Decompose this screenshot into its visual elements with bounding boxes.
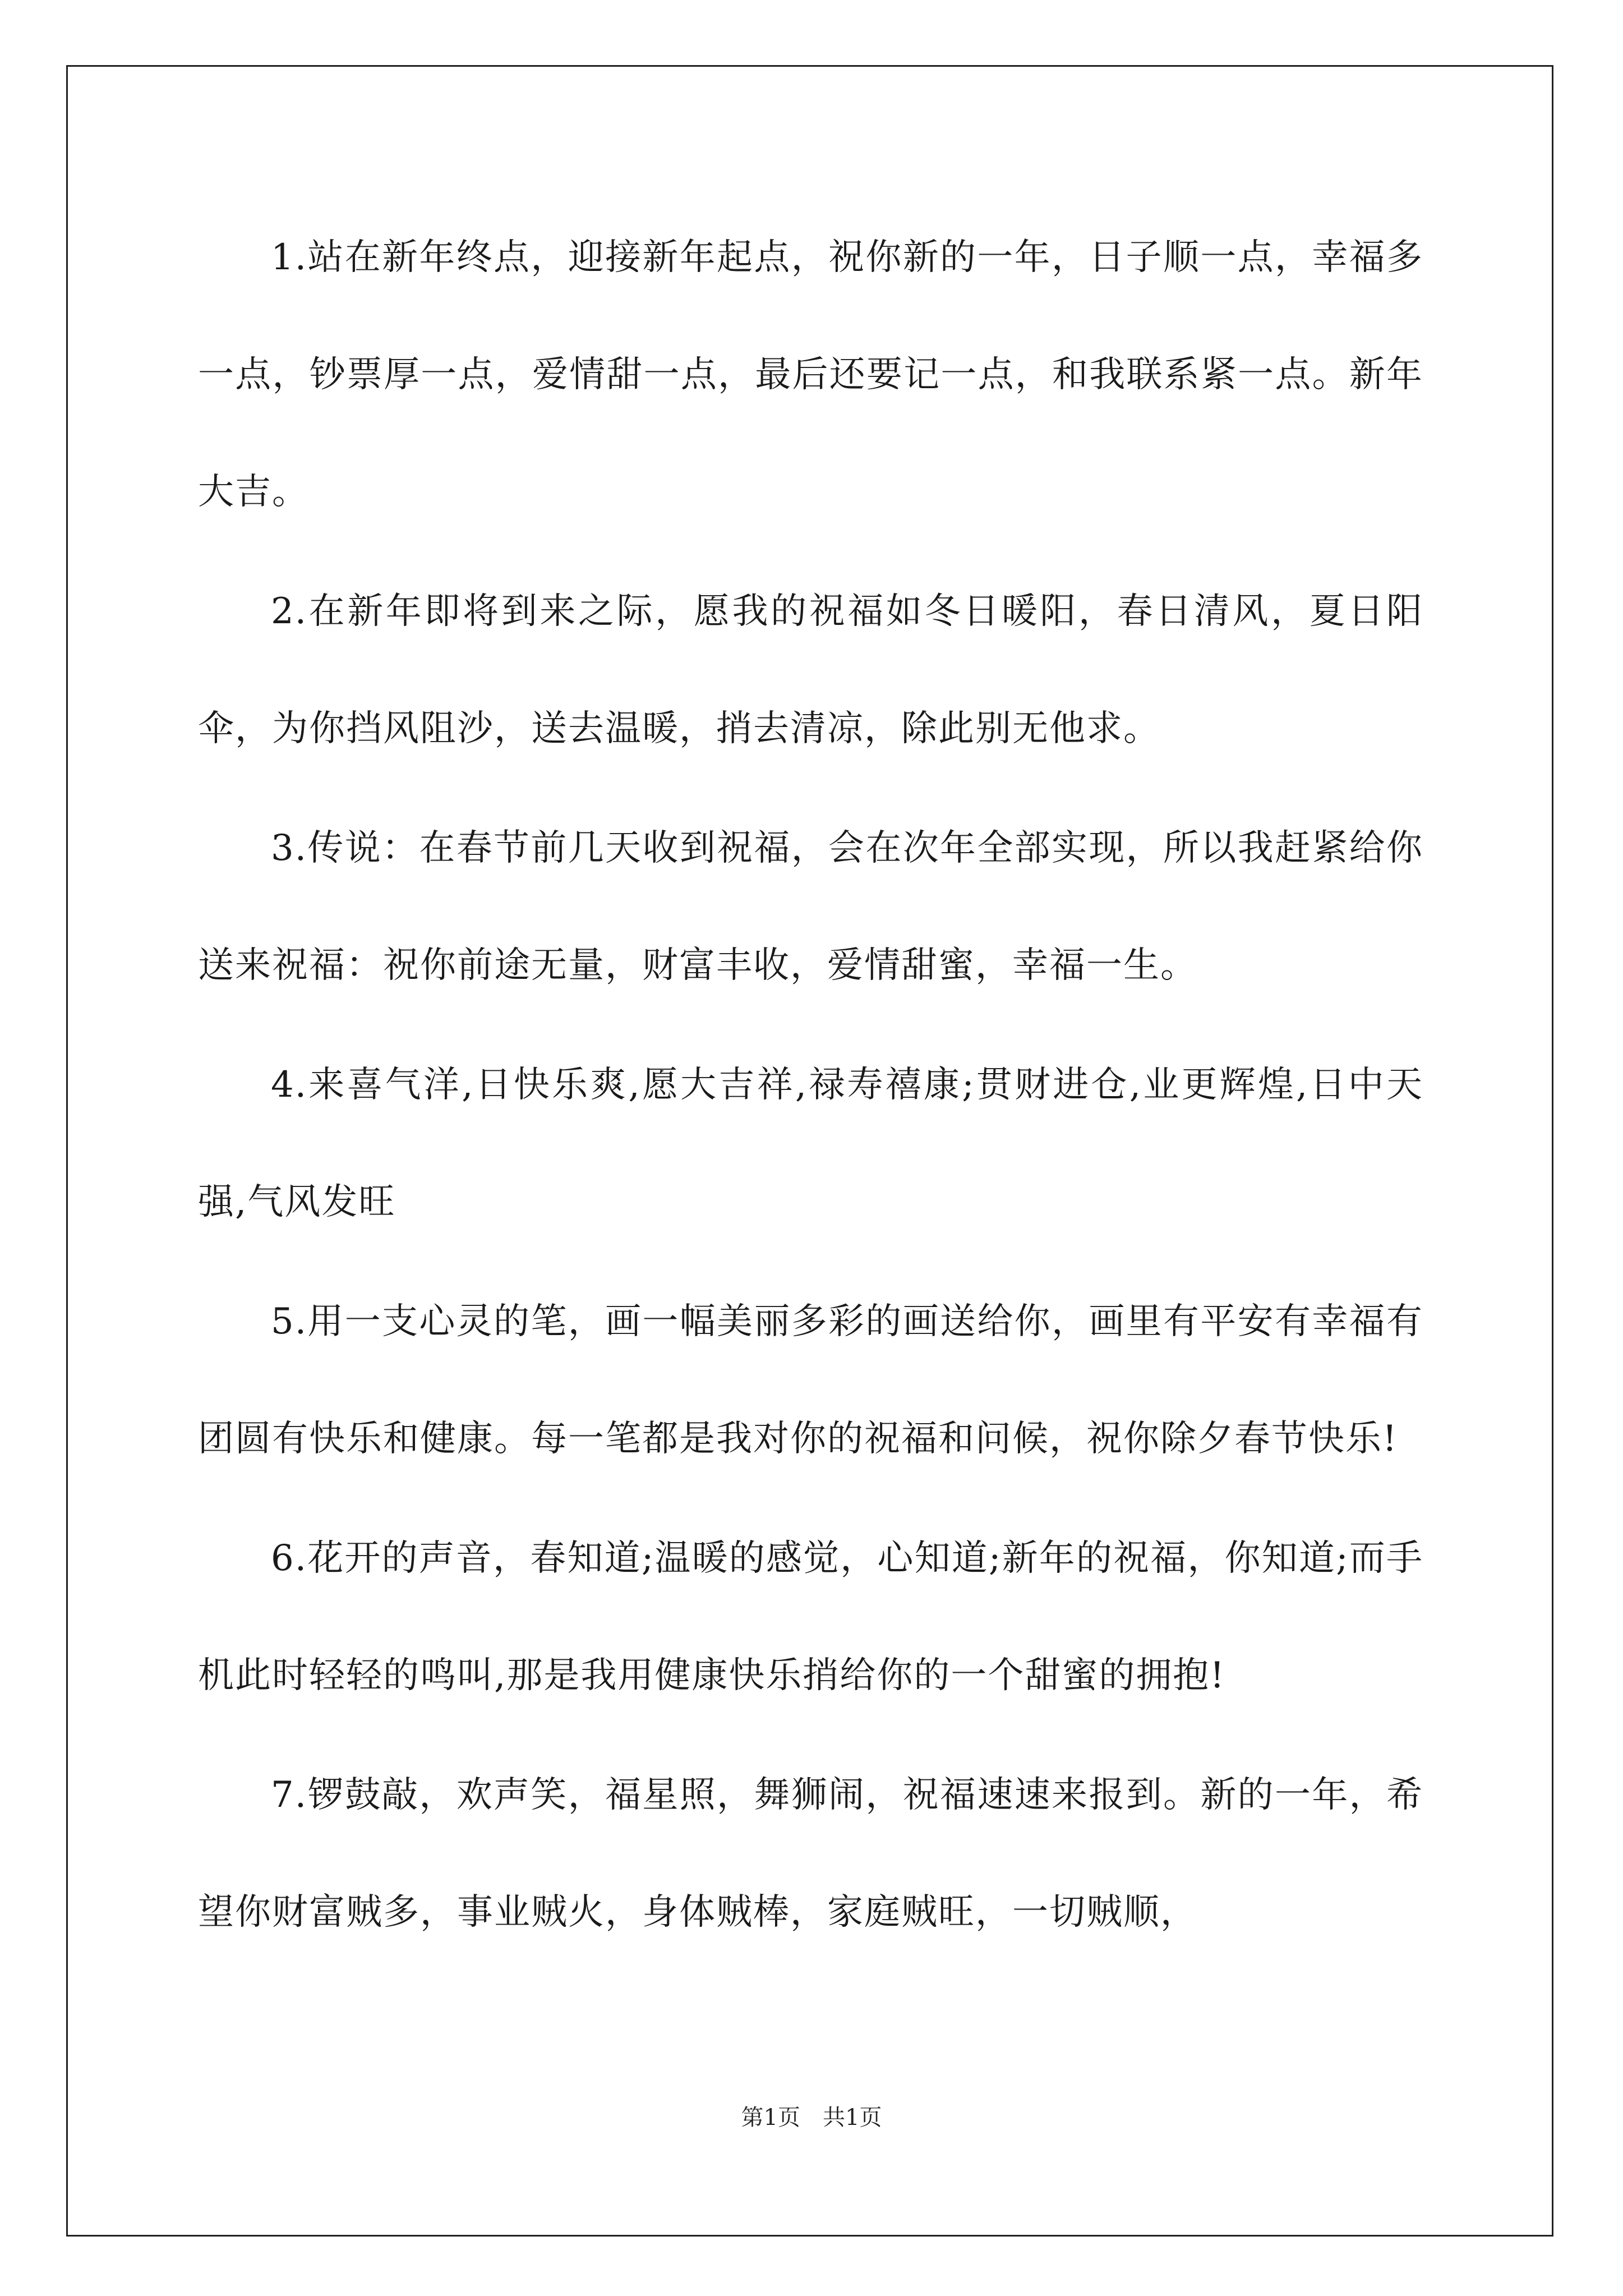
page-number-footer: 第1页 共1页 xyxy=(741,2105,882,2131)
paragraph-5: 5.用一支心灵的笔，画一幅美丽多彩的画送给你，画里有平安有幸福有团圆有快乐和健康。每一笔都是我对你的祝福和问候，祝你除夕春节快乐! xyxy=(198,1301,1423,1460)
paragraph-3: 3.传说：在春节前几天收到祝福，会在次年全部实现，所以我赶紧给你送来祝福：祝你前途无量，财富丰收，爱情甜蜜，幸福一生。 xyxy=(198,827,1423,986)
paragraph-4: 4.来喜气洋,日快乐爽,愿大吉祥,禄寿禧康;贯财进仓,业更辉煌,日中天强,气风发旺 xyxy=(198,1064,1423,1223)
paragraph-6: 6.花开的声音，春知道;温暖的感觉，心知道;新年的祝福，你知道;而手机此时轻轻的鸣叫,那是我用健康快乐捎给你的一个甜蜜的拥抱! xyxy=(198,1538,1423,1696)
paragraph-2: 2.在新年即将到来之际，愿我的祝福如冬日暖阳，春日清风，夏日阳伞，为你挡风阻沙，送去温暖，捎去清凉，除此别无他求。 xyxy=(198,591,1423,749)
paragraph-1: 1.站在新年终点，迎接新年起点，祝你新的一年，日子顺一点，幸福多一点，钞票厚一点，爱情甜一点，最后还要记一点，和我联系紧一点。新年大吉。 xyxy=(198,237,1423,513)
document-body xyxy=(198,199,1423,1973)
paragraph-7: 7.锣鼓敲，欢声笑，福星照，舞狮闹，祝福速速来报到。新的一年，希望你财富贼多，事业贼火，身体贼棒，家庭贼旺，一切贼顺， xyxy=(198,1774,1423,1933)
